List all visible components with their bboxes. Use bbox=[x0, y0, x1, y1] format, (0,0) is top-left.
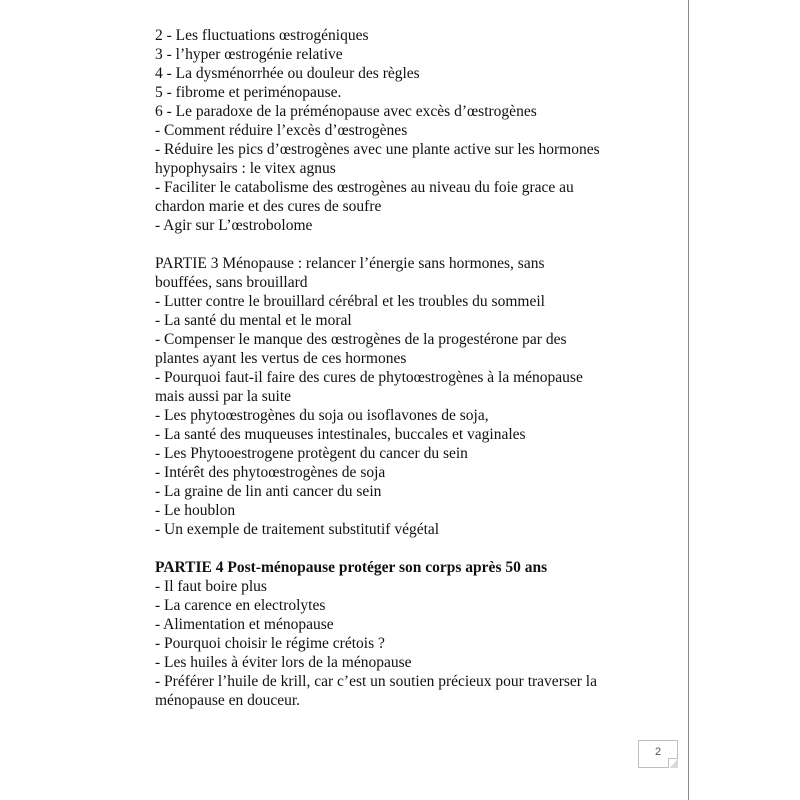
paragraph-gap bbox=[155, 539, 655, 558]
list-line: - Il faut boire plus bbox=[155, 578, 267, 595]
part4-heading: PARTIE 4 Post-ménopause protéger son corps après 50 ans bbox=[155, 559, 548, 576]
list-line: - La carence en electrolytes bbox=[155, 597, 326, 614]
part2-list bbox=[155, 26, 655, 235]
page-number-box bbox=[638, 740, 678, 768]
list-line: - Alimentation et ménopause bbox=[155, 616, 334, 633]
part4-list bbox=[155, 577, 655, 710]
heading-line: bouffées, sans brouillard bbox=[155, 274, 308, 291]
list-line: hypophysairs : le vitex agnus bbox=[155, 160, 336, 177]
list-line: 3 - l’hyper œstrogénie relative bbox=[155, 46, 343, 63]
list-line: - Pourquoi faut-il faire des cures de phytoœstrogènes à la ménopause bbox=[155, 369, 583, 386]
list-line: - Le houblon bbox=[155, 502, 236, 519]
list-line: - Un exemple de traitement substitutif végétal bbox=[155, 521, 440, 538]
list-line: 5 - fibrome et periménopause. bbox=[155, 84, 342, 101]
list-line: plantes ayant les vertus de ces hormones bbox=[155, 350, 407, 367]
list-line: - La santé des muqueuses intestinales, buccales et vaginales bbox=[155, 426, 526, 443]
page-edge bbox=[688, 0, 689, 800]
list-line: - Agir sur L’œstrobolome bbox=[155, 217, 313, 234]
list-line: - Faciliter le catabolisme des œstrogènes au niveau du foie grace au bbox=[155, 179, 574, 196]
heading-line: PARTIE 3 Ménopause : relancer l’énergie sans hormones, sans bbox=[155, 255, 545, 272]
list-line: - Préférer l’huile de krill, car c’est un soutien précieux pour traverser la bbox=[155, 673, 597, 690]
part3-heading bbox=[155, 254, 655, 292]
list-line: - Réduire les pics d’œstrogènes avec une plante active sur les hormones bbox=[155, 141, 600, 158]
list-line: - Intérêt des phytoœstrogènes de soja bbox=[155, 464, 386, 481]
list-line: 2 - Les fluctuations œstrogéniques bbox=[155, 27, 369, 44]
list-line: - Pourquoi choisir le régime crétois ? bbox=[155, 635, 385, 652]
list-line: mais aussi par la suite bbox=[155, 388, 292, 405]
list-line: - Comment réduire l’excès d’œstrogènes bbox=[155, 122, 408, 139]
list-line: 6 - Le paradoxe de la préménopause avec excès d’œstrogènes bbox=[155, 103, 537, 120]
part3-list bbox=[155, 292, 655, 539]
list-line: - Compenser le manque des œstrogènes de la progestérone par des bbox=[155, 331, 567, 348]
paragraph-gap bbox=[155, 235, 655, 254]
list-line: - Les huiles à éviter lors de la ménopause bbox=[155, 654, 412, 671]
list-line: - Les Phytooestrogene protègent du cancer du sein bbox=[155, 445, 468, 462]
list-line: - La santé du mental et le moral bbox=[155, 312, 352, 329]
list-line: chardon marie et des cures de soufre bbox=[155, 198, 382, 215]
page-number: 2 bbox=[654, 746, 662, 758]
document-body bbox=[155, 26, 655, 710]
list-line: ménopause en douceur. bbox=[155, 692, 301, 709]
list-line: - Les phytoœstrogènes du soja ou isoflavones de soja, bbox=[155, 407, 489, 424]
list-line: 4 - La dysménorrhée ou douleur des règles bbox=[155, 65, 420, 82]
list-line: - Lutter contre le brouillard cérébral et les troubles du sommeil bbox=[155, 293, 545, 310]
list-line: - La graine de lin anti cancer du sein bbox=[155, 483, 382, 500]
